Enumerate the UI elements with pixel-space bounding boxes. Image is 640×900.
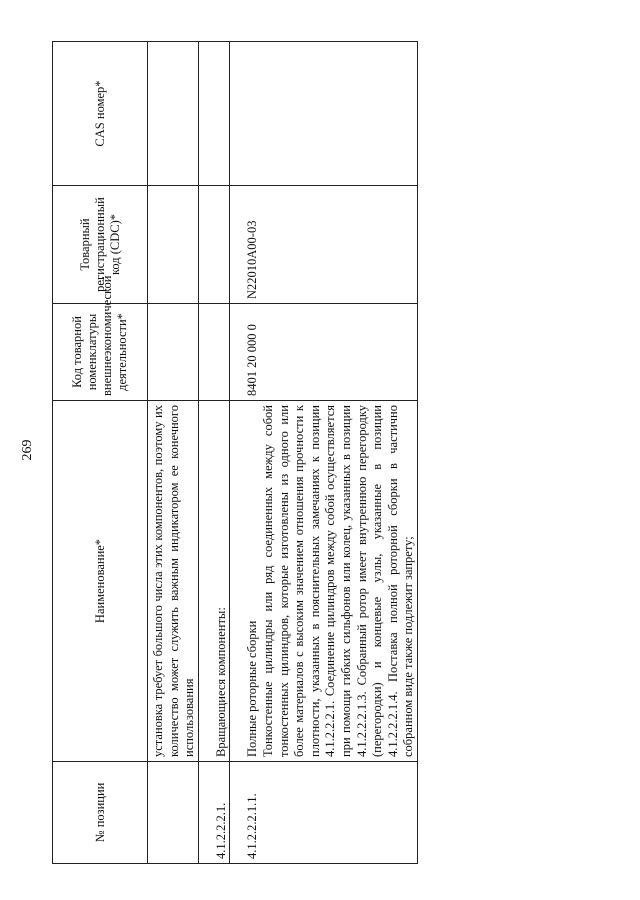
cell-cdc-code <box>198 186 230 304</box>
cell-hs-code <box>198 304 230 401</box>
cell-name-title: Полные роторные сборки <box>245 620 260 757</box>
cell-cas <box>230 42 418 186</box>
table-row <box>198 42 230 864</box>
header-name: Наименование* <box>53 401 148 762</box>
cell-hs-code: 8401 20 000 0 <box>245 324 260 396</box>
cell-hs-code <box>148 304 199 401</box>
header-position: № позиции <box>53 762 148 864</box>
cell-cdc-code <box>148 186 199 304</box>
page-number: 269 <box>20 439 35 461</box>
table-header-row <box>53 42 148 864</box>
header-cas: CAS номер* <box>53 42 148 186</box>
cell-name: Тонкостенные цилиндры или ряд соединенных между собой тонкостенных цилиндров, которые изготовлены из одного или более материалов с высоким значением отношения прочности к плотности, указанных в пояснительных замечаниях к позиции 4.1.2.2.2.1. Соединение цилиндров между собой осуществляется при помощи гибких сильфонов или колец, указанных в позиции 4.1.2.2.2.1.3. Собранный ротор имеет внутреннюю перегородку (перегородки) и концевые узлы, указанные в позиции 4.1.2.2.2.1.4. Поставка полной роторной сборки в частично собранном виде также подлежит запрету; <box>260 405 416 757</box>
cell-position: 4.1.2.2.2.1.1. <box>245 793 260 859</box>
table-row <box>148 42 199 864</box>
cell-name: установка требует большого числа этих компонентов, поэтому их количество может служить важным индикатором ее конечного использования <box>148 401 199 762</box>
goods-table <box>52 41 418 864</box>
table-row <box>230 42 418 864</box>
cell-cas <box>148 42 199 186</box>
cell-cas <box>198 42 230 186</box>
header-hs-code: Код товарной номенклатуры внешнеэкономической деятельности* <box>53 304 148 401</box>
cell-position <box>148 762 199 864</box>
cell-position: 4.1.2.2.2.1. <box>213 802 228 859</box>
cell-name: Вращающиеся компоненты: <box>213 607 228 757</box>
header-cdc-code: Товарный регистрационный код (CDC)* <box>53 186 148 304</box>
cell-cdc-code: N22010A00-03 <box>245 220 260 299</box>
